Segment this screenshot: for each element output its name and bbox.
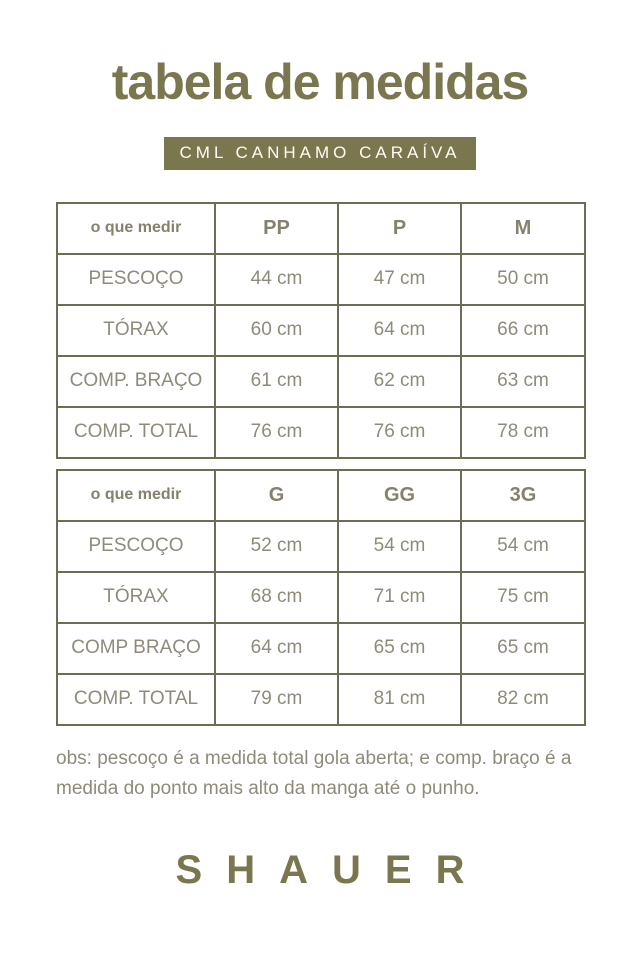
row-label-cell: PESCOÇO (57, 254, 215, 305)
column-header-size: 3G (461, 470, 585, 521)
row-label-cell: PESCOÇO (57, 521, 215, 572)
table-row (57, 674, 585, 725)
measurement-value-cell: 63 cm (461, 356, 585, 407)
measurement-value-cell: 64 cm (338, 305, 461, 356)
size-table-small-sizes (56, 202, 586, 459)
table-header-row (57, 470, 585, 521)
table-row (57, 356, 585, 407)
measurement-value-cell: 78 cm (461, 407, 585, 458)
column-header-size: PP (215, 203, 338, 254)
table-row (57, 254, 585, 305)
measurement-value-cell: 54 cm (338, 521, 461, 572)
measurement-value-cell: 82 cm (461, 674, 585, 725)
measurement-value-cell: 52 cm (215, 521, 338, 572)
row-label-cell: TÓRAX (57, 572, 215, 623)
column-header-measure: o que medir (57, 203, 215, 254)
measurement-value-cell: 76 cm (338, 407, 461, 458)
row-label-cell: COMP. TOTAL (57, 674, 215, 725)
column-header-size: M (461, 203, 585, 254)
size-table-large-sizes (56, 469, 586, 726)
row-label-cell: COMP. BRAÇO (57, 356, 215, 407)
measurement-value-cell: 65 cm (338, 623, 461, 674)
table-row (57, 572, 585, 623)
page-title: tabela de medidas (111, 54, 529, 110)
measurement-value-cell: 75 cm (461, 572, 585, 623)
content-area (56, 202, 584, 805)
column-header-size: G (215, 470, 338, 521)
measurement-value-cell: 65 cm (461, 623, 585, 674)
measurement-value-cell: 50 cm (461, 254, 585, 305)
row-label-cell: COMP BRAÇO (57, 623, 215, 674)
measurement-note: obs: pescoço é a medida total gola aberta; e comp. braço é a medida do ponto mais alto da manga até o punho. (56, 747, 572, 799)
table-row (57, 623, 585, 674)
measurement-value-cell: 61 cm (215, 356, 338, 407)
measurement-value-cell: 81 cm (338, 674, 461, 725)
table-row (57, 305, 585, 356)
measurement-value-cell: 62 cm (338, 356, 461, 407)
measurement-value-cell: 60 cm (215, 305, 338, 356)
measurement-value-cell: 64 cm (215, 623, 338, 674)
measurement-value-cell: 66 cm (461, 305, 585, 356)
measurement-value-cell: 44 cm (215, 254, 338, 305)
product-name-badge: CML CANHAMO CARAÍVA (164, 137, 477, 170)
product-badge-container (0, 137, 640, 170)
measurement-value-cell: 71 cm (338, 572, 461, 623)
row-label-cell: COMP. TOTAL (57, 407, 215, 458)
column-header-size: GG (338, 470, 461, 521)
measurement-value-cell: 68 cm (215, 572, 338, 623)
measurement-value-cell: 79 cm (215, 674, 338, 725)
table-header-row (57, 203, 585, 254)
brand-logo: SHAUER (175, 848, 489, 893)
column-header-size: P (338, 203, 461, 254)
row-label-cell: TÓRAX (57, 305, 215, 356)
table-row (57, 407, 585, 458)
table-row (57, 521, 585, 572)
column-header-measure: o que medir (57, 470, 215, 521)
measurement-value-cell: 54 cm (461, 521, 585, 572)
measurement-value-cell: 47 cm (338, 254, 461, 305)
measurement-value-cell: 76 cm (215, 407, 338, 458)
